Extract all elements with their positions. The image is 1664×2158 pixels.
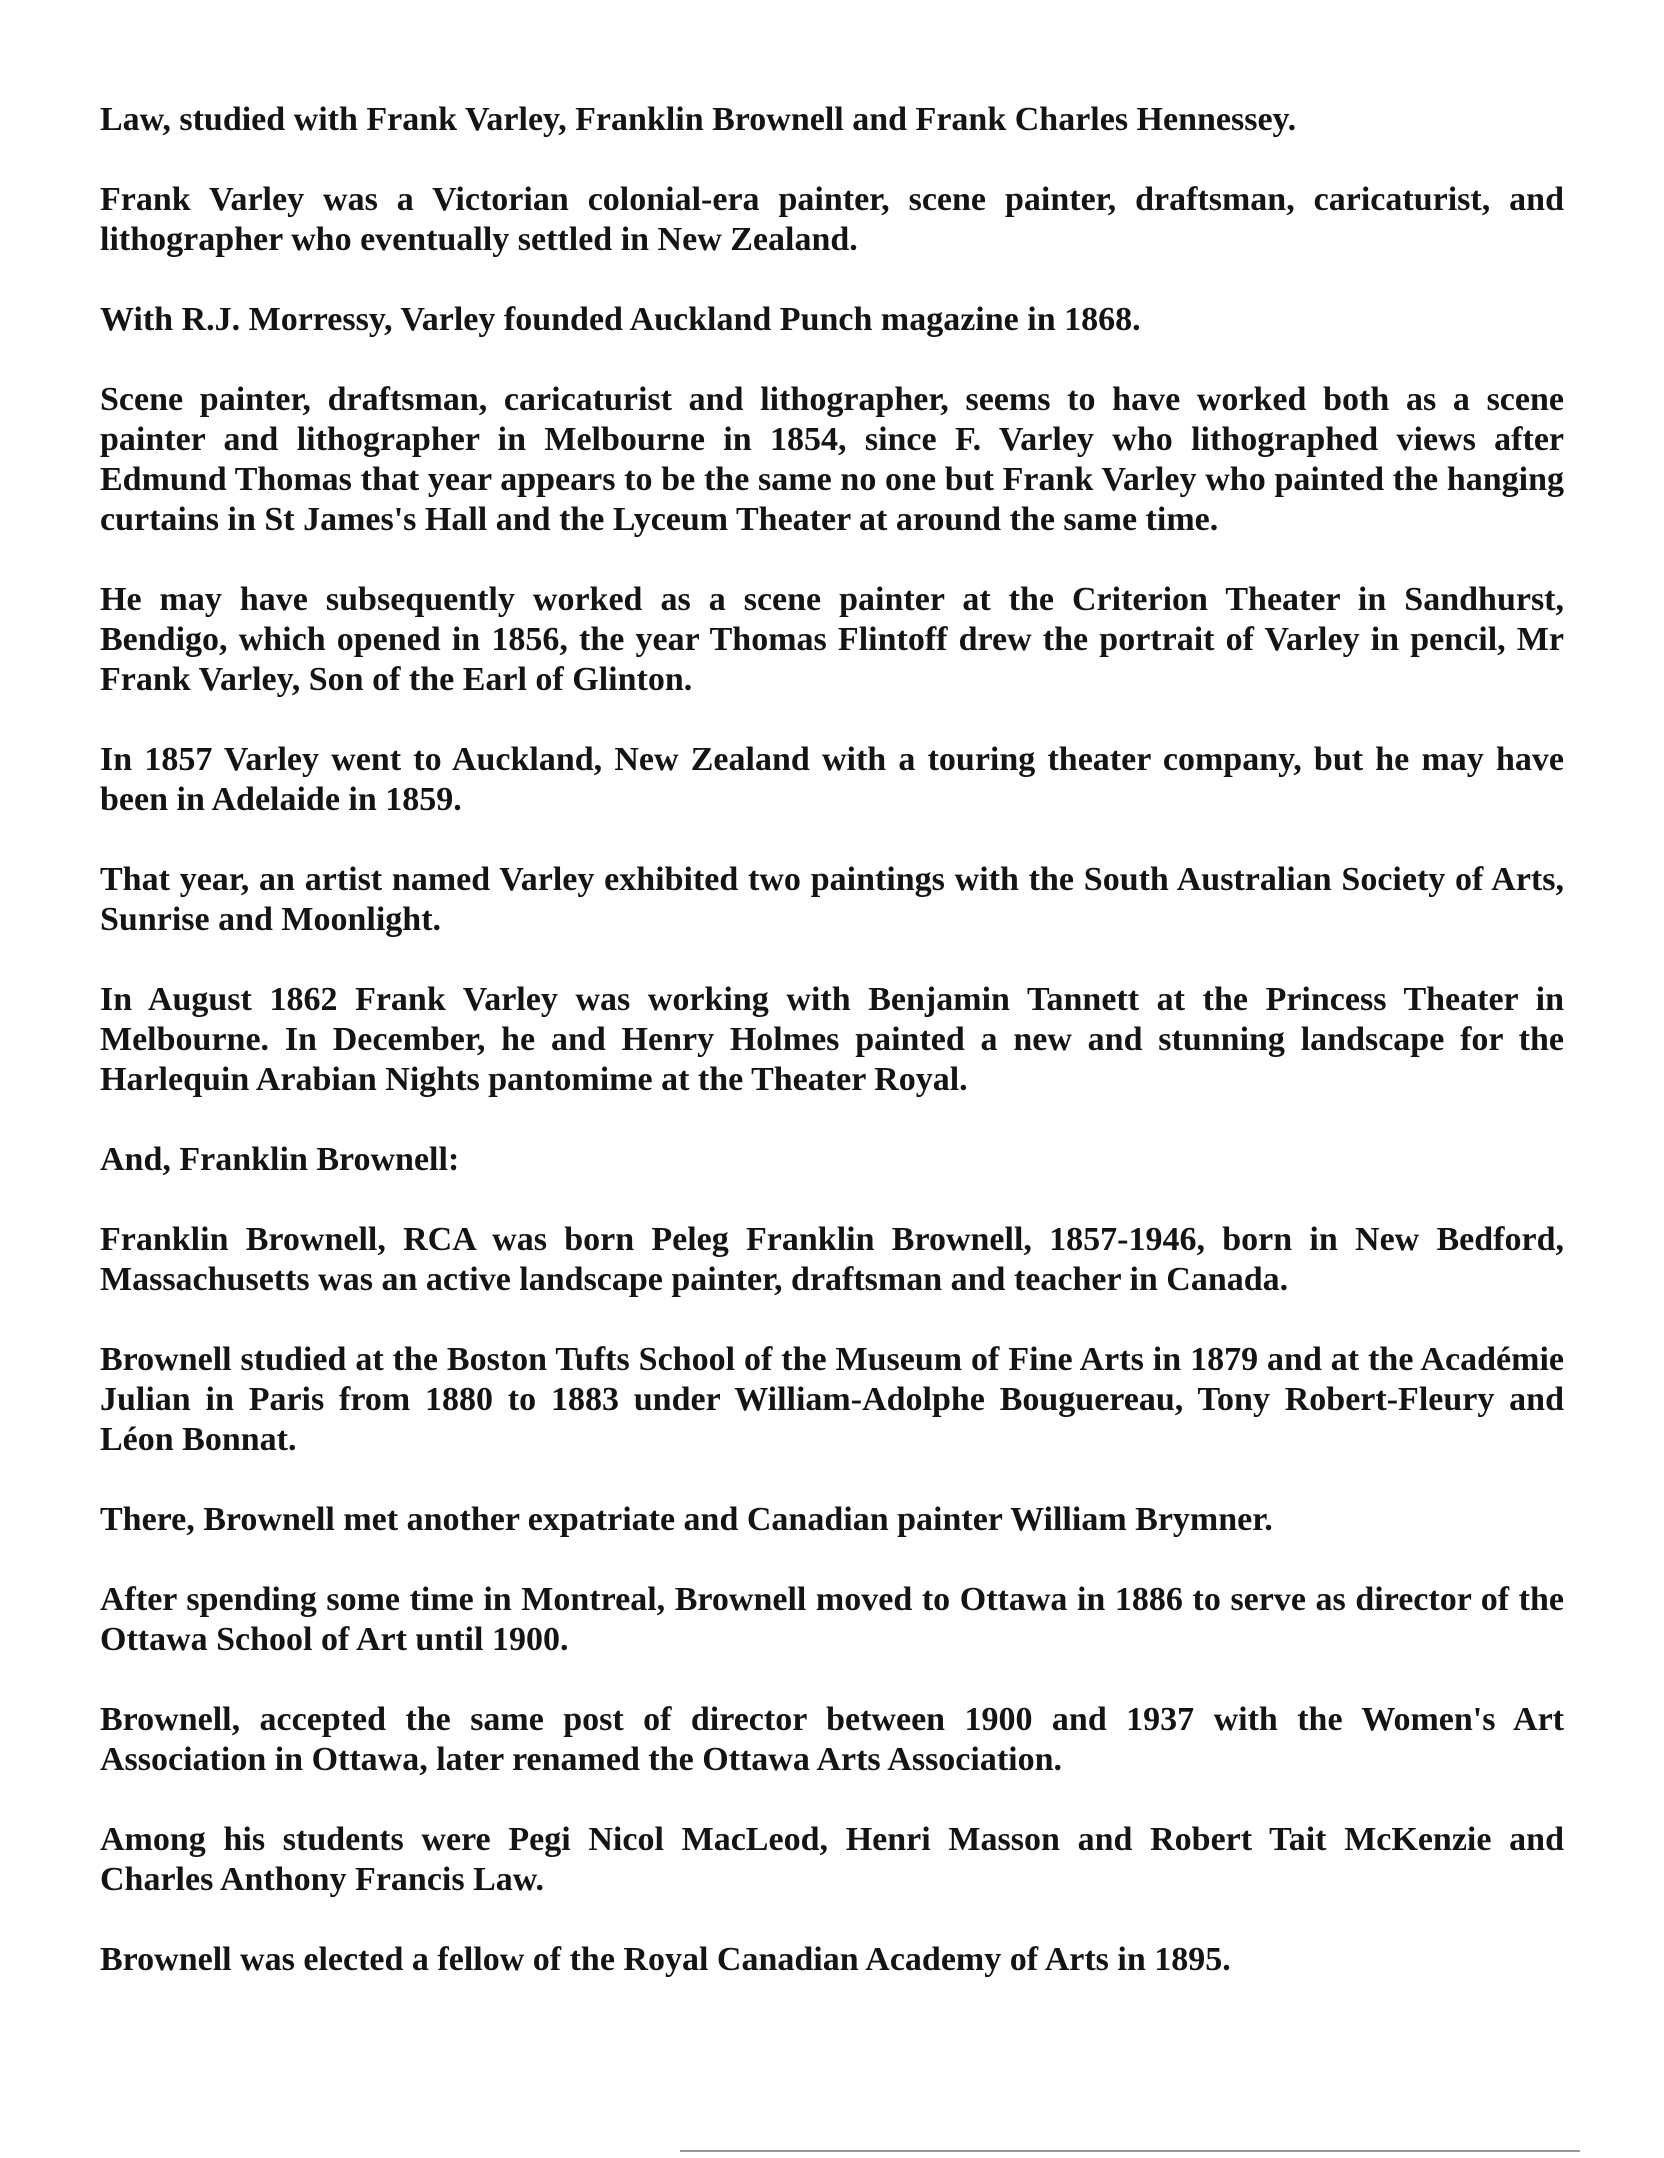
paragraph-6: In 1857 Varley went to Auckland, New Zealand with a touring theater company, but he may have been in Adelaide in 1859. — [100, 741, 1564, 818]
paragraph-5: He may have subsequently worked as a scene painter at the Criterion Theater in Sandhurst, Bendigo, which opened in 1856, the year Thomas Flintoff drew the portrait of Varley in pencil, Mr Frank Varley, Son of the Earl of Glinton. — [100, 581, 1564, 698]
paragraph-12: There, Brownell met another expatriate and Canadian painter William Brymner. — [100, 1501, 1273, 1538]
paragraph-16: Brownell was elected a fellow of the Royal Canadian Academy of Arts in 1895. — [100, 1941, 1231, 1978]
page-bottom-rule — [680, 2150, 1580, 2152]
paragraph-11: Brownell studied at the Boston Tufts School of the Museum of Fine Arts in 1879 and at the Académie Julian in Paris from 1880 to 1883 under William-Adolphe Bouguereau, Tony Robert-Fleury and Léon Bonnat. — [100, 1341, 1564, 1458]
paragraph-13: After spending some time in Montreal, Brownell moved to Ottawa in 1886 to serve as director of the Ottawa School of Art until 1900. — [100, 1581, 1564, 1658]
paragraph-3: With R.J. Morressy, Varley founded Auckland Punch magazine in 1868. — [100, 301, 1141, 338]
paragraph-14: Brownell, accepted the same post of director between 1900 and 1937 with the Women's Art Association in Ottawa, later renamed the Ottawa Arts Association. — [100, 1701, 1564, 1778]
paragraph-8: In August 1862 Frank Varley was working with Benjamin Tannett at the Princess Theater in Melbourne. In December, he and Henry Holmes painted a new and stunning landscape for the Harlequin Arabian Nights pantomime at the Theater Royal. — [100, 981, 1564, 1098]
paragraph-10: Franklin Brownell, RCA was born Peleg Franklin Brownell, 1857-1946, born in New Bedford, Massachusetts was an active landscape painter, draftsman and teacher in Canada. — [100, 1221, 1564, 1298]
paragraph-9: And, Franklin Brownell: — [100, 1141, 460, 1178]
paragraph-2: Frank Varley was a Victorian colonial-era painter, scene painter, draftsman, caricaturist, and lithographer who eventually settled in New Zealand. — [100, 181, 1564, 258]
paragraph-15: Among his students were Pegi Nicol MacLeod, Henri Masson and Robert Tait McKenzie and Charles Anthony Francis Law. — [100, 1821, 1564, 1898]
document-body — [100, 100, 1564, 1980]
paragraph-7: That year, an artist named Varley exhibited two paintings with the South Australian Society of Arts, Sunrise and Moonlight. — [100, 861, 1564, 938]
paragraph-1: Law, studied with Frank Varley, Franklin Brownell and Frank Charles Hennessey. — [100, 101, 1297, 138]
paragraph-4: Scene painter, draftsman, caricaturist and lithographer, seems to have worked both as a scene painter and lithographer in Melbourne in 1854, since F. Varley who lithographed views after Edmund Thomas that year appears to be the same no one but Frank Varley who painted the hanging curtains in St James's Hall and the Lyceum Theater at around the same time. — [100, 381, 1564, 538]
